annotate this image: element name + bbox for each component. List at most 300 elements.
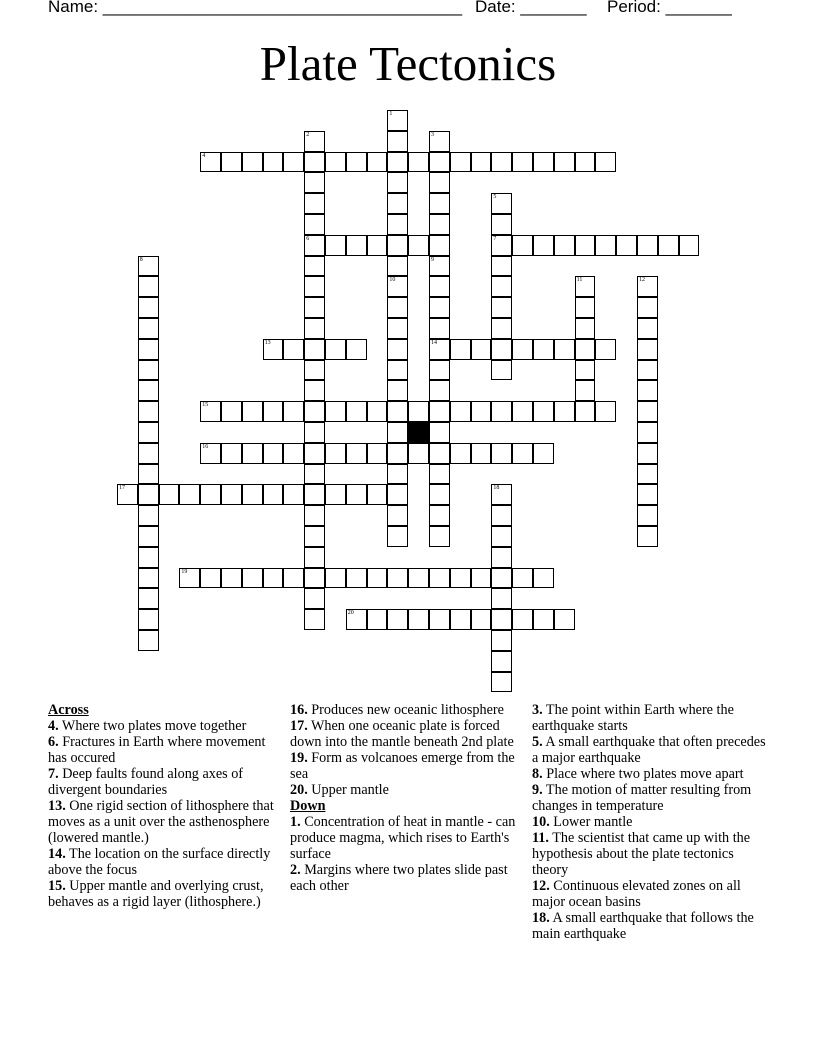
crossword-cell[interactable] xyxy=(304,235,325,256)
crossword-cell[interactable] xyxy=(304,526,325,547)
crossword-cell[interactable] xyxy=(429,609,450,630)
crossword-cell[interactable] xyxy=(200,568,221,589)
crossword-cell[interactable] xyxy=(679,235,700,256)
crossword-cell[interactable] xyxy=(138,380,159,401)
crossword-cell[interactable] xyxy=(429,152,450,173)
crossword-cell[interactable] xyxy=(138,401,159,422)
clue-column-2 xyxy=(290,702,526,894)
crossword-cell[interactable] xyxy=(637,464,658,485)
clue-item xyxy=(48,734,283,766)
crossword-cell[interactable] xyxy=(138,339,159,360)
clue-text: A small earthquake that often precedes a major earthquake xyxy=(532,734,766,766)
crossword-cell[interactable] xyxy=(138,484,159,505)
clue-number: 7 xyxy=(493,235,497,242)
crossword-cell[interactable] xyxy=(200,484,221,505)
crossword-cell[interactable] xyxy=(575,380,596,401)
crossword-cell[interactable] xyxy=(554,339,575,360)
clue-item xyxy=(532,814,772,830)
crossword-cell[interactable] xyxy=(138,526,159,547)
clue-number: 16. xyxy=(290,702,308,718)
crossword-cell[interactable] xyxy=(325,484,346,505)
crossword-cell[interactable] xyxy=(533,401,554,422)
crossword-cell[interactable] xyxy=(491,235,512,256)
crossword-cell[interactable] xyxy=(595,401,616,422)
clue-number: 10 xyxy=(389,277,396,284)
crossword-cell[interactable] xyxy=(283,339,304,360)
clue-column-1 xyxy=(48,702,283,910)
crossword-cell[interactable] xyxy=(387,380,408,401)
crossword-cell[interactable] xyxy=(304,505,325,526)
crossword-cell[interactable] xyxy=(533,609,554,630)
clue-text: Margins where two plates slide past each other xyxy=(290,862,508,894)
crossword-cell[interactable] xyxy=(221,484,242,505)
crossword-cell[interactable] xyxy=(346,609,367,630)
crossword-cell[interactable] xyxy=(325,339,346,360)
crossword-cell[interactable] xyxy=(491,339,512,360)
crossword-cell[interactable] xyxy=(429,193,450,214)
crossword-cell[interactable] xyxy=(138,464,159,485)
clue-item xyxy=(290,862,526,894)
crossword-cell[interactable] xyxy=(387,401,408,422)
crossword-cell[interactable] xyxy=(138,276,159,297)
crossword-cell[interactable] xyxy=(429,172,450,193)
clue-number: 12 xyxy=(639,277,645,284)
section-heading: Down xyxy=(290,798,326,814)
crossword-cell[interactable] xyxy=(304,172,325,193)
crossword-cell[interactable] xyxy=(512,235,533,256)
crossword-cell[interactable] xyxy=(138,297,159,318)
crossword-cell[interactable] xyxy=(387,505,408,526)
crossword-cell[interactable] xyxy=(138,318,159,339)
crossword-cell[interactable] xyxy=(491,318,512,339)
crossword-cell[interactable] xyxy=(179,568,200,589)
crossword-cell[interactable] xyxy=(367,484,388,505)
crossword-cell[interactable] xyxy=(159,484,180,505)
crossword-cell[interactable] xyxy=(491,588,512,609)
clue-item xyxy=(532,734,772,766)
crossword-cell[interactable] xyxy=(387,214,408,235)
crossword-cell[interactable] xyxy=(429,401,450,422)
black-cell xyxy=(408,422,429,443)
crossword-cell[interactable] xyxy=(450,568,471,589)
crossword-cell[interactable] xyxy=(138,588,159,609)
crossword-cell[interactable] xyxy=(429,380,450,401)
crossword-cell[interactable] xyxy=(575,297,596,318)
crossword-cell[interactable] xyxy=(429,360,450,381)
crossword-cell[interactable] xyxy=(450,609,471,630)
crossword-cell[interactable] xyxy=(429,276,450,297)
clue-item xyxy=(290,702,526,718)
clue-text: Produces new oceanic lithosphere xyxy=(307,702,504,718)
crossword-cell[interactable] xyxy=(325,401,346,422)
crossword-cell[interactable] xyxy=(554,235,575,256)
crossword-cell[interactable] xyxy=(491,651,512,672)
crossword-cell[interactable] xyxy=(221,152,242,173)
clue-text: Deep faults found along axes of divergent boundaries xyxy=(48,766,244,798)
crossword-cell[interactable] xyxy=(575,339,596,360)
clue-text: Lower mantle xyxy=(549,814,633,830)
clue-number: 17. xyxy=(290,718,308,734)
crossword-cell[interactable] xyxy=(242,484,263,505)
crossword-cell[interactable] xyxy=(138,609,159,630)
crossword-cell[interactable] xyxy=(242,152,263,173)
crossword-cell[interactable] xyxy=(450,339,471,360)
crossword-cell[interactable] xyxy=(471,339,492,360)
clue-number: 11 xyxy=(576,277,583,284)
crossword-cell[interactable] xyxy=(304,568,325,589)
crossword-cell[interactable] xyxy=(179,484,200,505)
clue-text: Fractures in Earth where movement has occured xyxy=(48,734,266,766)
crossword-cell[interactable] xyxy=(304,339,325,360)
crossword-cell[interactable] xyxy=(429,297,450,318)
clue-number: 1. xyxy=(290,814,301,830)
crossword-cell[interactable] xyxy=(138,505,159,526)
crossword-cell[interactable] xyxy=(387,464,408,485)
crossword-cell[interactable] xyxy=(263,484,284,505)
crossword-cell[interactable] xyxy=(408,443,429,464)
crossword-cell[interactable] xyxy=(575,235,596,256)
crossword-cell[interactable] xyxy=(491,443,512,464)
crossword-cell[interactable] xyxy=(242,401,263,422)
crossword-cell[interactable] xyxy=(200,443,221,464)
crossword-cell[interactable] xyxy=(554,401,575,422)
crossword-cell[interactable] xyxy=(512,152,533,173)
crossword-cell[interactable] xyxy=(325,443,346,464)
crossword-cell[interactable] xyxy=(533,443,554,464)
crossword-cell[interactable] xyxy=(387,235,408,256)
crossword-cell[interactable] xyxy=(637,360,658,381)
crossword-cell[interactable] xyxy=(471,609,492,630)
crossword-cell[interactable] xyxy=(304,422,325,443)
crossword-cell[interactable] xyxy=(263,339,284,360)
crossword-cell[interactable] xyxy=(346,152,367,173)
crossword-cell[interactable] xyxy=(304,152,325,173)
crossword-cell[interactable] xyxy=(491,360,512,381)
crossword-cell[interactable] xyxy=(533,339,554,360)
crossword-cell[interactable] xyxy=(346,401,367,422)
crossword-cell[interactable] xyxy=(637,443,658,464)
clue-item xyxy=(290,718,526,750)
clue-item xyxy=(48,846,283,878)
crossword-cell[interactable] xyxy=(304,588,325,609)
crossword-cell[interactable] xyxy=(283,152,304,173)
clue-text: Upper mantle and overlying crust, behaves as a rigid layer (lithosphere.) xyxy=(48,878,264,910)
crossword-cell[interactable] xyxy=(138,360,159,381)
clue-number: 19 xyxy=(181,568,188,575)
crossword-cell[interactable] xyxy=(283,484,304,505)
crossword-cell[interactable] xyxy=(471,152,492,173)
crossword-cell[interactable] xyxy=(637,380,658,401)
crossword-cell[interactable] xyxy=(471,568,492,589)
crossword-cell[interactable] xyxy=(429,131,450,152)
crossword-cell[interactable] xyxy=(387,318,408,339)
clue-item xyxy=(48,718,283,734)
crossword-cell[interactable] xyxy=(491,547,512,568)
crossword-cell[interactable] xyxy=(429,235,450,256)
clue-text: Where two plates move together xyxy=(58,718,247,734)
crossword-cell[interactable] xyxy=(304,443,325,464)
crossword-cell[interactable] xyxy=(658,235,679,256)
crossword-cell[interactable] xyxy=(471,443,492,464)
crossword-cell[interactable] xyxy=(491,256,512,277)
clue-number: 6. xyxy=(48,734,59,750)
crossword-cell[interactable] xyxy=(367,235,388,256)
clue-text: Upper mantle xyxy=(307,782,389,798)
crossword-cell[interactable] xyxy=(138,422,159,443)
crossword-cell[interactable] xyxy=(637,401,658,422)
crossword-cell[interactable] xyxy=(304,547,325,568)
clue-number: 17 xyxy=(119,485,125,492)
crossword-cell[interactable] xyxy=(429,318,450,339)
crossword-cell[interactable] xyxy=(387,568,408,589)
clue-number: 3 xyxy=(431,131,434,138)
clue-number: 14. xyxy=(48,846,66,862)
crossword-cell[interactable] xyxy=(554,152,575,173)
clue-number: 8. xyxy=(532,766,543,782)
crossword-cell[interactable] xyxy=(387,131,408,152)
crossword-cell[interactable] xyxy=(616,235,637,256)
crossword-cell[interactable] xyxy=(387,360,408,381)
crossword-cell[interactable] xyxy=(387,256,408,277)
crossword-cell[interactable] xyxy=(387,297,408,318)
crossword-cell[interactable] xyxy=(367,568,388,589)
crossword-cell[interactable] xyxy=(200,401,221,422)
crossword-cell[interactable] xyxy=(512,609,533,630)
crossword-cell[interactable] xyxy=(429,443,450,464)
crossword-cell[interactable] xyxy=(263,401,284,422)
crossword-cell[interactable] xyxy=(304,276,325,297)
crossword-cell[interactable] xyxy=(325,568,346,589)
crossword-cell[interactable] xyxy=(575,318,596,339)
crossword-cell[interactable] xyxy=(491,630,512,651)
crossword-cell[interactable] xyxy=(429,568,450,589)
crossword-cell[interactable] xyxy=(325,152,346,173)
crossword-cell[interactable] xyxy=(387,609,408,630)
clue-text: The point within Earth where the earthquake starts xyxy=(532,702,734,734)
crossword-cell[interactable] xyxy=(263,443,284,464)
clue-number: 7. xyxy=(48,766,59,782)
crossword-cell[interactable] xyxy=(450,443,471,464)
clue-item xyxy=(48,798,283,846)
clue-item xyxy=(532,782,772,814)
clue-number: 4 xyxy=(202,152,206,159)
crossword-cell[interactable] xyxy=(387,526,408,547)
crossword-cell[interactable] xyxy=(491,672,512,693)
crossword-cell[interactable] xyxy=(429,464,450,485)
crossword-cell[interactable] xyxy=(367,609,388,630)
crossword-cell[interactable] xyxy=(387,339,408,360)
crossword-cell[interactable] xyxy=(263,568,284,589)
clue-column-3 xyxy=(532,702,772,942)
crossword-cell[interactable] xyxy=(367,443,388,464)
crossword-cell[interactable] xyxy=(637,235,658,256)
crossword-cell[interactable] xyxy=(512,568,533,589)
crossword-cell[interactable] xyxy=(533,235,554,256)
crossword-cell[interactable] xyxy=(637,339,658,360)
crossword-cell[interactable] xyxy=(346,484,367,505)
crossword-cell[interactable] xyxy=(637,422,658,443)
clue-number: 11. xyxy=(532,830,549,846)
section-heading: Across xyxy=(48,702,89,718)
clue-item xyxy=(532,878,772,910)
crossword-cell[interactable] xyxy=(533,568,554,589)
crossword-cell[interactable] xyxy=(575,152,596,173)
crossword-cell[interactable] xyxy=(221,401,242,422)
crossword-cell[interactable] xyxy=(429,505,450,526)
crossword-cell[interactable] xyxy=(304,609,325,630)
crossword-cell[interactable] xyxy=(138,256,159,277)
date-field[interactable]: Date: _______ xyxy=(475,0,587,16)
crossword-cell[interactable] xyxy=(491,152,512,173)
clue-number: 20. xyxy=(290,782,308,798)
crossword-cell[interactable] xyxy=(575,401,596,422)
clue-text: Form as volcanoes emerge from the sea xyxy=(290,750,515,782)
crossword-cell[interactable] xyxy=(304,297,325,318)
crossword-cell[interactable] xyxy=(408,609,429,630)
clue-item xyxy=(290,750,526,782)
crossword-cell[interactable] xyxy=(346,339,367,360)
crossword-cell[interactable] xyxy=(200,152,221,173)
period-field[interactable]: Period: _______ xyxy=(607,0,732,16)
crossword-cell[interactable] xyxy=(491,276,512,297)
clue-number: 13. xyxy=(48,798,66,814)
crossword-cell[interactable] xyxy=(387,172,408,193)
crossword-cell[interactable] xyxy=(408,568,429,589)
name-field[interactable]: Name: ______________________________________ xyxy=(48,0,463,16)
clue-number: 18 xyxy=(493,485,500,492)
clue-number: 20 xyxy=(347,610,354,617)
crossword-cell[interactable] xyxy=(533,152,554,173)
crossword-cell[interactable] xyxy=(138,443,159,464)
clue-text: A small earthquake that follows the main earthquake xyxy=(532,910,754,942)
crossword-cell[interactable] xyxy=(491,214,512,235)
crossword-cell[interactable] xyxy=(575,276,596,297)
crossword-cell[interactable] xyxy=(387,484,408,505)
crossword-cell[interactable] xyxy=(117,484,138,505)
crossword-cell[interactable] xyxy=(491,609,512,630)
crossword-cell[interactable] xyxy=(242,443,263,464)
clue-number: 2 xyxy=(306,131,310,138)
clue-number: 9 xyxy=(431,256,434,263)
crossword-cell[interactable] xyxy=(304,464,325,485)
clue-item xyxy=(532,702,772,734)
crossword-cell[interactable] xyxy=(408,235,429,256)
crossword-cell[interactable] xyxy=(429,422,450,443)
crossword-cell[interactable] xyxy=(408,401,429,422)
crossword-cell[interactable] xyxy=(512,401,533,422)
crossword-cell[interactable] xyxy=(304,214,325,235)
crossword-cell[interactable] xyxy=(387,422,408,443)
crossword-cell[interactable] xyxy=(346,568,367,589)
clue-text: One rigid section of lithosphere that moves as a unit over the asthenosphere (lowered mantle.) xyxy=(48,798,274,846)
clue-number: 5. xyxy=(532,734,543,750)
crossword-cell[interactable] xyxy=(283,401,304,422)
crossword-cell[interactable] xyxy=(491,297,512,318)
crossword-cell[interactable] xyxy=(138,630,159,651)
crossword-cell[interactable] xyxy=(575,360,596,381)
crossword-cell[interactable] xyxy=(429,484,450,505)
clue-text: The location on the surface directly above the focus xyxy=(48,846,271,878)
crossword-cell[interactable] xyxy=(637,318,658,339)
crossword-cell[interactable] xyxy=(491,526,512,547)
crossword-cell[interactable] xyxy=(429,214,450,235)
clue-item xyxy=(290,782,526,798)
crossword-cell[interactable] xyxy=(387,193,408,214)
crossword-cell[interactable] xyxy=(387,152,408,173)
crossword-cell[interactable] xyxy=(387,443,408,464)
crossword-cell[interactable] xyxy=(491,484,512,505)
crossword-cell[interactable] xyxy=(304,401,325,422)
crossword-cell[interactable] xyxy=(387,110,408,131)
crossword-cell[interactable] xyxy=(283,568,304,589)
crossword-cell[interactable] xyxy=(367,152,388,173)
clue-number: 4. xyxy=(48,718,59,734)
crossword-cell[interactable] xyxy=(450,152,471,173)
crossword-cell[interactable] xyxy=(491,505,512,526)
crossword-cell[interactable] xyxy=(304,256,325,277)
crossword-cell[interactable] xyxy=(637,276,658,297)
page-title: Plate Tectonics xyxy=(259,36,557,91)
crossword-cell[interactable] xyxy=(304,360,325,381)
crossword-cell[interactable] xyxy=(138,547,159,568)
crossword-cell[interactable] xyxy=(367,401,388,422)
crossword-cell[interactable] xyxy=(408,152,429,173)
crossword-cell[interactable] xyxy=(595,235,616,256)
crossword-cell[interactable] xyxy=(387,276,408,297)
crossword-cell[interactable] xyxy=(346,235,367,256)
crossword-cell[interactable] xyxy=(429,526,450,547)
crossword-cell[interactable] xyxy=(491,568,512,589)
crossword-cell[interactable] xyxy=(450,401,471,422)
crossword-cell[interactable] xyxy=(512,443,533,464)
crossword-cell[interactable] xyxy=(304,131,325,152)
crossword-cell[interactable] xyxy=(304,380,325,401)
crossword-cell[interactable] xyxy=(325,235,346,256)
clue-number: 9. xyxy=(532,782,543,798)
clue-number: 14 xyxy=(431,339,437,346)
crossword-cell[interactable] xyxy=(595,152,616,173)
clue-number: 8 xyxy=(139,256,143,263)
crossword-cell[interactable] xyxy=(221,443,242,464)
crossword-cell[interactable] xyxy=(304,193,325,214)
clue-number: 19. xyxy=(290,750,308,766)
crossword-cell[interactable] xyxy=(242,568,263,589)
crossword-cell[interactable] xyxy=(637,526,658,547)
crossword-cell[interactable] xyxy=(554,609,575,630)
crossword-cell[interactable] xyxy=(491,193,512,214)
crossword-cell[interactable] xyxy=(221,568,242,589)
crossword-cell[interactable] xyxy=(637,297,658,318)
crossword-cell[interactable] xyxy=(637,505,658,526)
crossword-cell[interactable] xyxy=(637,484,658,505)
crossword-cell[interactable] xyxy=(429,339,450,360)
crossword-cell[interactable] xyxy=(304,318,325,339)
crossword-cell[interactable] xyxy=(138,568,159,589)
crossword-cell[interactable] xyxy=(595,339,616,360)
crossword-cell[interactable] xyxy=(263,152,284,173)
clue-number: 10. xyxy=(532,814,550,830)
crossword-cell[interactable] xyxy=(512,339,533,360)
crossword-cell[interactable] xyxy=(491,401,512,422)
clue-number: 15. xyxy=(48,878,66,894)
crossword-cell[interactable] xyxy=(429,256,450,277)
crossword-cell[interactable] xyxy=(471,401,492,422)
clue-number: 3. xyxy=(532,702,543,718)
crossword-cell[interactable] xyxy=(304,484,325,505)
crossword-cell[interactable] xyxy=(346,443,367,464)
crossword-cell[interactable] xyxy=(283,443,304,464)
clue-text: The scientist that came up with the hypothesis about the plate tectonics theory xyxy=(532,830,751,878)
